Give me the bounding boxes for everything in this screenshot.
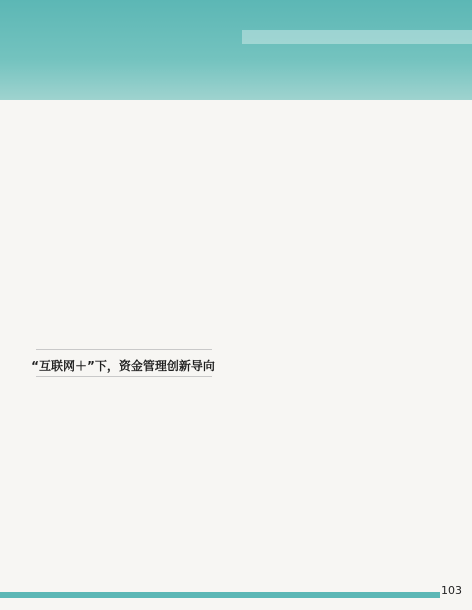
footer-bar: [0, 592, 440, 598]
heading-rule-top: [36, 349, 212, 350]
heading-rule-bottom: [36, 376, 212, 377]
header-stripe: [242, 30, 472, 44]
page-number: 103: [441, 584, 462, 597]
header-band: [0, 0, 472, 100]
section-heading: “互联网＋”下，资金管理创新导向: [31, 359, 215, 373]
